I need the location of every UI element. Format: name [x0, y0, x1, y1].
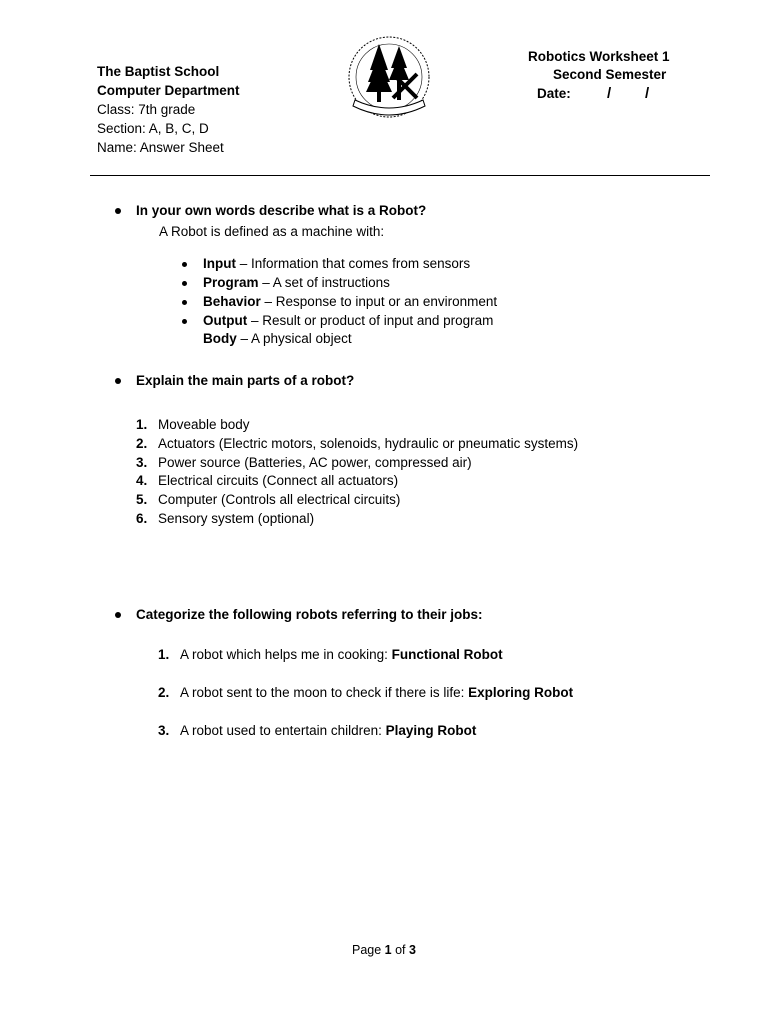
q3-item: 2. A robot sent to the moon to check if there is life: Exploring Robot	[158, 685, 574, 700]
department-name: Computer Department	[97, 83, 240, 98]
q2-item: 4. Electrical circuits (Connect all actuators)	[136, 473, 399, 488]
bullet-icon	[115, 208, 121, 214]
q2-item: 2. Actuators (Electric motors, solenoids, hydraulic or pneumatic systems)	[136, 436, 579, 451]
school-name: The Baptist School	[97, 64, 220, 79]
q3-item: 3. A robot used to entertain children: Playing Robot	[158, 723, 477, 738]
q3-item: 1. A robot which helps me in cooking: Functional Robot	[158, 647, 503, 662]
section-label: Section: A, B, C, D	[97, 121, 209, 136]
q2-item: 5. Computer (Controls all electrical circuits)	[136, 492, 401, 507]
bullet-icon	[115, 612, 121, 618]
page-footer: Page 1 of 3	[352, 943, 416, 957]
q1-item: Body – A physical object	[203, 331, 352, 346]
q1-item: Behavior – Response to input or an environment	[203, 294, 498, 309]
q2-item: 1. Moveable body	[136, 417, 250, 432]
school-logo	[345, 34, 433, 120]
bullet-icon	[115, 378, 121, 384]
q1-intro: A Robot is defined as a machine with:	[159, 224, 385, 239]
header-divider	[90, 175, 710, 176]
class-label: Class: 7th grade	[97, 102, 196, 117]
worksheet-title: Robotics Worksheet 1	[528, 49, 670, 64]
date-slash-2: /	[645, 85, 650, 102]
q1-item: Output – Result or product of input and program	[203, 313, 494, 328]
question-1: In your own words describe what is a Robot?	[136, 203, 427, 218]
bullet-icon	[182, 300, 187, 305]
q2-item: 3. Power source (Batteries, AC power, compressed air)	[136, 455, 472, 470]
bullet-icon	[182, 262, 187, 267]
question-3: Categorize the following robots referring to their jobs:	[136, 607, 483, 622]
q2-item: 6. Sensory system (optional)	[136, 511, 315, 526]
question-2: Explain the main parts of a robot?	[136, 373, 355, 388]
bullet-icon	[182, 281, 187, 286]
semester-label: Second Semester	[553, 67, 667, 82]
bullet-icon	[182, 319, 187, 324]
date-label: Date:	[537, 86, 571, 101]
date-slash-1: /	[607, 85, 612, 102]
name-label: Name: Answer Sheet	[97, 140, 224, 155]
q1-item: Program – A set of instructions	[203, 275, 390, 290]
q1-item: Input – Information that comes from sensors	[203, 256, 471, 271]
